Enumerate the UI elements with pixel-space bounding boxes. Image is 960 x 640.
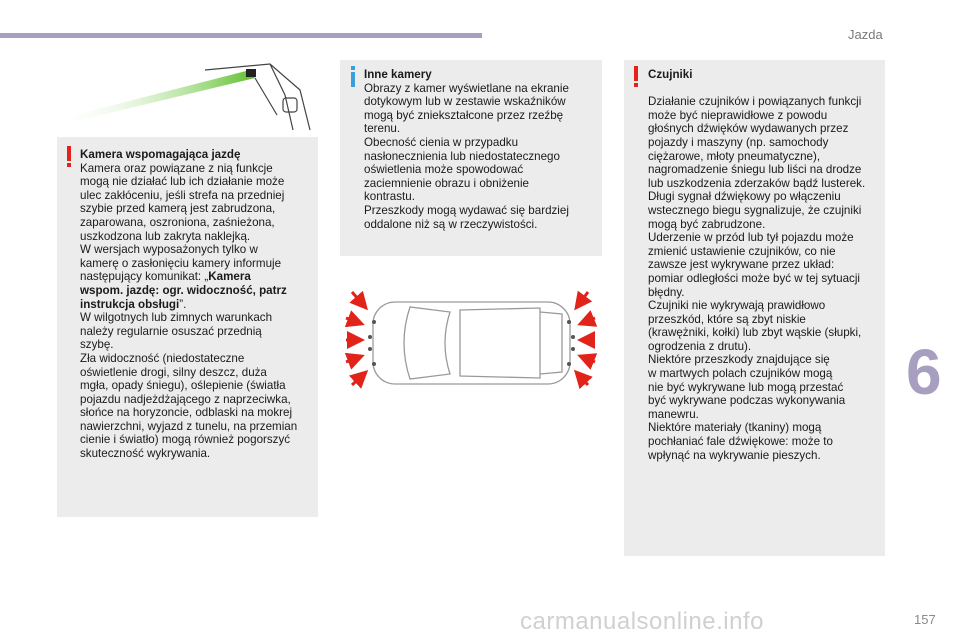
camera-warning-text (80, 148, 316, 461)
sensors-text (648, 68, 884, 462)
vehicle-outline (205, 64, 310, 130)
other-cameras-title: Inne kamery (364, 68, 432, 81)
exclamation-icon (634, 66, 638, 87)
camera-warning-title: Kamera wspomagająca jazdę (80, 148, 241, 161)
section-title: Jazda (848, 27, 883, 42)
camera-warning-body: Kamera oraz powiązane z nią funkcje mogą nie działać lub ich działanie może ulec zakłóceniu, jeśli strefa na przedniej szybie przed kamerą jest zabrudzona, zaparowana, oszroniona, zaśnieżona, uszkodzona lub zakryta naklejką. W wersjach wyposażonych tylko w kamerę o zasłonięciu kamery informuje następujący komunikat: „ (80, 161, 285, 284)
chapter-number: 6 (906, 336, 942, 408)
windshield-camera-illustration (55, 60, 320, 135)
info-icon (351, 66, 355, 87)
camera-warning-message: Kamera wspom. jazdę: ogr. widoczność, patrz instrukcja obsługi (80, 270, 287, 311)
sensors-body: Działanie czujników i powiązanych funkcji może być nieprawidłowe z powodu głośnych dźwięków wydawanych przez pojazdy i maszyny (np. samochody ciężarowe, młoty pneumatyczne), nagromadzenie śniegu lub liści na drodze lub uszkodzenia zderzaków bądź lusterek. Długi sygnał dźwiękowy po włączeniu wstecznego biegu sygnalizuje, że czujniki mogą być zabrudzone. Uderzenie w przód lub tył pojazdu może zmienić ustawienie czujników, co nie zawsze jest wykrywane przez układ: pomiar odległości może być w tej sytuacji błędny. Czujniki nie wykrywają prawidłowo przeszkód, które są zbyt niskie (krawężniki, kołki) lub zbyt wąskie (słupki, ogrodzenia z drutu). Niektóre przeszkody znajdujące się w martwych polach czujników mogą nie być wykrywane lub mogą przestać być wykrywane podczas wykonywania manewru. Niektóre materiały (tkaniny) mogą pochłaniać fale dźwiękowe: może to wpłynąć na wykrywanie pieszych. (648, 95, 866, 462)
mirror-icon (283, 98, 297, 112)
camera-icon (246, 69, 256, 77)
watermark: carmanualsonline.info (520, 608, 764, 635)
rear-sensors (567, 320, 575, 366)
parking-sensors-illustration (340, 282, 602, 397)
other-cameras-text (364, 68, 600, 231)
sensors-title: Czujniki (648, 68, 693, 81)
front-sensors (368, 320, 376, 366)
header-accent-bar (0, 33, 482, 38)
page-number: 157 (914, 612, 936, 627)
other-cameras-body: Obrazy z kamer wyświetlane na ekranie dotykowym lub w zestawie wskaźników mogą być zniekształcone przez rzeźbę terenu. Obecność cienia w przypadku nasłonecznienia lub niedostatecznego oświetlenia może spowodować zaciemnienie obrazu i obniżenie kontrastu. Przeszkody mogą wydawać się bardziej oddalone niż są w rzeczywistości. (364, 81, 569, 231)
vehicle-top-view (373, 302, 570, 384)
camera-warning-body-continued: ”. W wilgotnych lub zimnych warunkach należy regularnie osuszać przednią szybę. Zła widoczność (niedostateczne oświetlenie drogi, silny deszcz, duża mgła, opady śniegu), oślepienie (światła pojazdu nadjeżdżającego z naprzeciwka, słońce na horyzoncie, odblaski na mokrej nawierzchni, wyjazd z tunelu, na przemian cienie i światło) mogą również pogorszyć skuteczność wykrywania. (80, 297, 298, 461)
exclamation-icon (67, 146, 71, 167)
camera-detection-zone (55, 70, 255, 126)
